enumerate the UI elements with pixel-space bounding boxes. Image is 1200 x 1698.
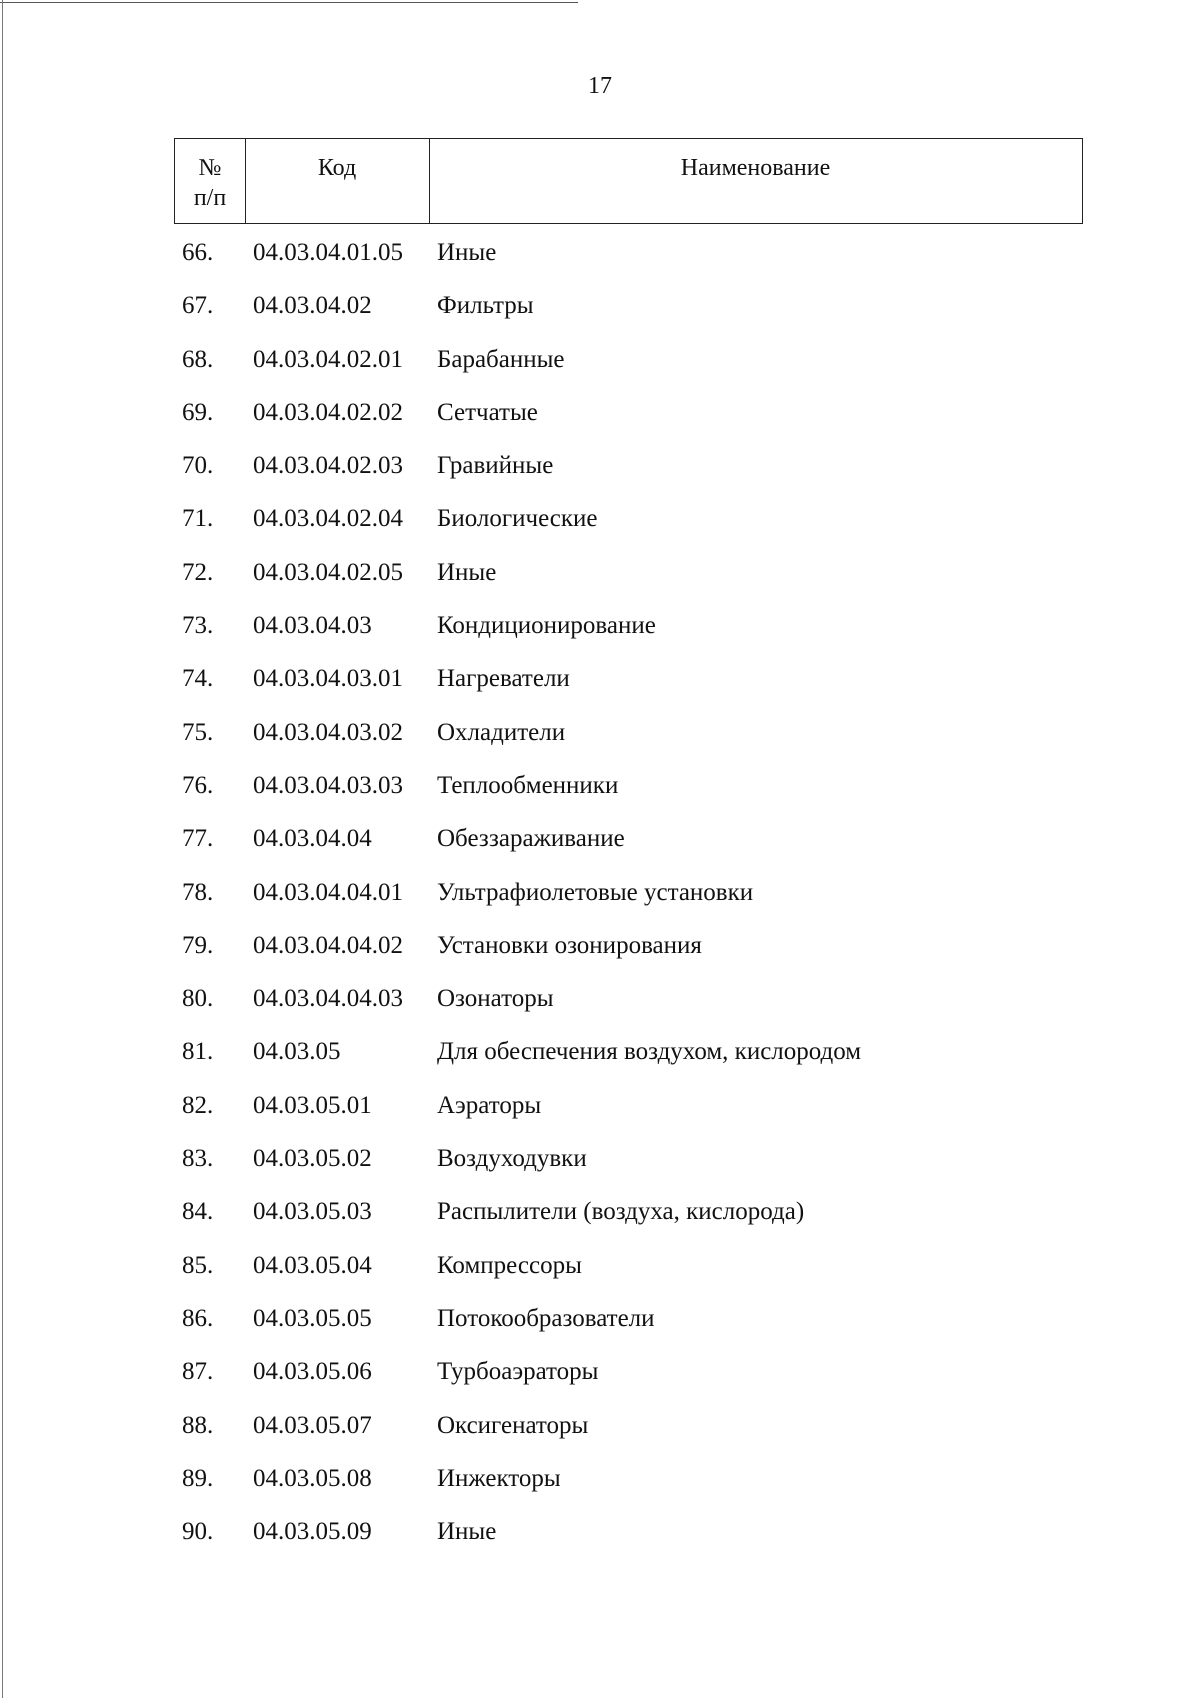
table-row — [0, 1091, 1200, 1144]
table-body — [0, 238, 1200, 1570]
table-row — [0, 1357, 1200, 1410]
row-code: 04.03.04.04 — [253, 825, 372, 853]
row-name: Турбоаэраторы — [437, 1358, 599, 1386]
row-number: 69. — [182, 398, 214, 426]
row-code: 04.03.05.04 — [253, 1251, 372, 1279]
row-code: 04.03.04.04.03 — [253, 985, 403, 1013]
row-number: 81. — [182, 1038, 214, 1066]
row-code: 04.03.04.03 — [253, 612, 372, 640]
row-name: Воздуходувки — [437, 1145, 587, 1173]
header-code: Код — [317, 155, 357, 181]
row-number: 90. — [182, 1518, 214, 1546]
header-name: Наименование — [680, 155, 831, 181]
header-number-symbol: № — [198, 155, 222, 181]
row-name: Обеззараживание — [437, 825, 625, 853]
header-number-abbrev: п/п — [193, 185, 227, 211]
table-row — [0, 824, 1200, 877]
row-code: 04.03.05.05 — [253, 1304, 372, 1332]
row-name: Сетчатые — [437, 398, 538, 426]
row-name: Иные — [437, 1518, 497, 1546]
row-name: Биологические — [437, 505, 598, 533]
row-number: 73. — [182, 612, 214, 640]
row-name: Охладители — [437, 718, 566, 746]
table-row — [0, 1197, 1200, 1250]
row-code: 04.03.05.07 — [253, 1411, 372, 1439]
row-code: 04.03.04.02 — [253, 292, 372, 320]
row-number: 86. — [182, 1304, 214, 1332]
table-row — [0, 664, 1200, 717]
row-number: 83. — [182, 1145, 214, 1173]
row-name: Теплообменники — [437, 771, 619, 799]
table-row — [0, 1144, 1200, 1197]
table-row — [0, 238, 1200, 291]
row-name: Кондиционирование — [437, 612, 656, 640]
row-code: 04.03.05.09 — [253, 1518, 372, 1546]
table-row — [0, 291, 1200, 344]
row-number: 79. — [182, 931, 214, 959]
table-row — [0, 771, 1200, 824]
table-row — [0, 878, 1200, 931]
scan-edge-top — [0, 2, 578, 3]
row-number: 75. — [182, 718, 214, 746]
table-row — [0, 1464, 1200, 1517]
table-row — [0, 1517, 1200, 1570]
row-code: 04.03.05.03 — [253, 1198, 372, 1226]
row-code: 04.03.04.02.03 — [253, 452, 403, 480]
row-name: Инжекторы — [437, 1464, 561, 1492]
row-number: 77. — [182, 825, 214, 853]
row-number: 87. — [182, 1358, 214, 1386]
row-name: Нагреватели — [437, 665, 570, 693]
table-row — [0, 398, 1200, 451]
row-number: 85. — [182, 1251, 214, 1279]
row-code: 04.03.05.08 — [253, 1464, 372, 1492]
row-code: 04.03.04.03.02 — [253, 718, 403, 746]
row-name: Распылители (воздуха, кислорода) — [437, 1198, 805, 1226]
row-code: 04.03.05.02 — [253, 1145, 372, 1173]
row-name: Озонаторы — [437, 985, 554, 1013]
page-number: 17 — [588, 73, 612, 99]
row-number: 82. — [182, 1091, 214, 1119]
row-number: 78. — [182, 878, 214, 906]
row-number: 68. — [182, 345, 214, 373]
row-number: 70. — [182, 452, 214, 480]
row-code: 04.03.04.03.03 — [253, 771, 403, 799]
table-row — [0, 1304, 1200, 1357]
row-name: Ультрафиолетовые установки — [437, 878, 754, 906]
row-name: Иные — [437, 239, 497, 266]
row-name: Барабанные — [437, 345, 565, 373]
table-row — [0, 558, 1200, 611]
row-code: 04.03.05.06 — [253, 1358, 372, 1386]
row-number: 66. — [182, 239, 214, 266]
table-row — [0, 984, 1200, 1037]
row-number: 76. — [182, 771, 214, 799]
table-row — [0, 718, 1200, 771]
row-code: 04.03.05 — [253, 1038, 341, 1066]
table-row — [0, 451, 1200, 504]
row-name: Гравийные — [437, 452, 554, 480]
row-code: 04.03.04.02.02 — [253, 398, 403, 426]
row-name: Компрессоры — [437, 1251, 582, 1279]
row-code: 04.03.04.03.01 — [253, 665, 403, 693]
row-name: Оксигенаторы — [437, 1411, 589, 1439]
row-number: 74. — [182, 665, 214, 693]
table-row — [0, 931, 1200, 984]
row-number: 67. — [182, 292, 214, 320]
row-number: 71. — [182, 505, 214, 533]
row-name: Для обеспечения воздухом, кислородом — [437, 1038, 862, 1066]
row-code: 04.03.04.04.01 — [253, 878, 403, 906]
row-code: 04.03.05.01 — [253, 1091, 372, 1119]
table-row — [0, 1251, 1200, 1304]
table-row — [0, 1411, 1200, 1464]
row-code: 04.03.04.04.02 — [253, 931, 403, 959]
header-number — [175, 153, 245, 213]
row-number: 84. — [182, 1198, 214, 1226]
row-code: 04.03.04.01.05 — [253, 239, 403, 266]
table-row — [0, 611, 1200, 664]
row-number: 72. — [182, 558, 214, 586]
row-code: 04.03.04.02.01 — [253, 345, 403, 373]
row-number: 80. — [182, 985, 214, 1013]
row-name: Установки озонирования — [437, 931, 702, 959]
row-name: Потокообразователи — [437, 1304, 655, 1332]
table-row — [0, 504, 1200, 557]
row-name: Аэраторы — [437, 1091, 542, 1119]
table-row — [0, 345, 1200, 398]
row-number: 89. — [182, 1464, 214, 1492]
table-header — [174, 138, 1083, 224]
row-code: 04.03.04.02.04 — [253, 505, 403, 533]
row-name: Иные — [437, 558, 497, 586]
row-number: 88. — [182, 1411, 214, 1439]
row-code: 04.03.04.02.05 — [253, 558, 403, 586]
table-row — [0, 1037, 1200, 1090]
row-name: Фильтры — [437, 292, 534, 320]
